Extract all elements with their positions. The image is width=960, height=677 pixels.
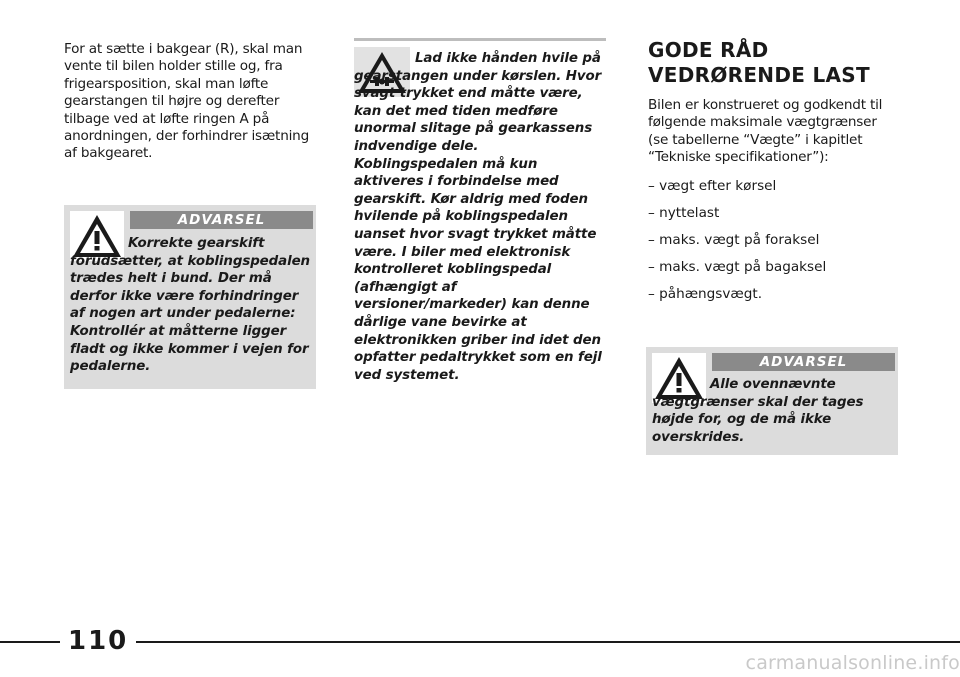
weight-limits-list bbox=[648, 178, 898, 313]
warning-box-weights bbox=[646, 347, 898, 455]
list-item: – nyttelast bbox=[648, 205, 720, 221]
warning-text-weights: Alle ovennævnte vægtgrænser skal der tages højde for, og de må ikke overskrides. bbox=[652, 377, 864, 445]
caution-box-gearbox bbox=[354, 38, 606, 411]
list-item: – maks. vægt på bagaksel bbox=[648, 259, 827, 275]
section-title-line2: VEDRØRENDE LAST bbox=[648, 63, 870, 87]
warning-text-pedals: Korrekte gearskift forudsætter, at koblingspedalen trædes helt i bund. Der må derfor ikke være forhindringer af nogen art under pedalerne: Kontrollér at måtterne ligger fladt og ikke kommer i vejen for pedalerne. bbox=[70, 236, 310, 375]
warning-header: ADVARSEL bbox=[130, 211, 313, 229]
section-intro: Bilen er konstrueret og godkendt til følgende maksimale vægtgrænser (se tabellerne “Vægte” i kapitlet “Tekniske specifikationer”): bbox=[648, 97, 883, 166]
section-title-line1: GODE RÅD bbox=[648, 38, 769, 62]
reverse-gear-paragraph: For at sætte i bakgear (R), skal man vente til bilen holder stille og, fra frigearsposition, skal man løfte gearstangen til højre og derefter tilbage ved at løfte ringen A på anordningen, der forhindrer isætning af bakgearet. bbox=[64, 41, 310, 162]
warning-header: ADVARSEL bbox=[712, 353, 895, 371]
list-item: – vægt efter kørsel bbox=[648, 178, 777, 194]
warning-box-pedals bbox=[64, 205, 316, 389]
section-title bbox=[648, 38, 908, 88]
watermark: carmanualsonline.info bbox=[745, 652, 960, 674]
page-number: 110 bbox=[60, 626, 136, 656]
caution-text-gearbox: Lad ikke hånden hvile på gearstangen under kørslen. Hvor svagt trykket end måtte være, kan det med tiden medføre unormal slitage på gearkassens indvendige dele. Koblingspedalen må kun aktiveres i forbindelse med gearskift. Kør aldrig med foden hvilende på koblingspedalen uanset hvor svagt trykket måtte være. I biler med elektronisk kontrolleret koblingspedal (afhængigt af versioner/markeder) kan denne dårlige vane bevirke at elektronikken griber ind idet den opfatter pedaltrykket som en fejl ved systemet. bbox=[354, 51, 602, 383]
list-item: – maks. vægt på foraksel bbox=[648, 232, 820, 248]
footer-rule bbox=[0, 641, 960, 643]
list-item: – påhængsvægt. bbox=[648, 286, 763, 302]
